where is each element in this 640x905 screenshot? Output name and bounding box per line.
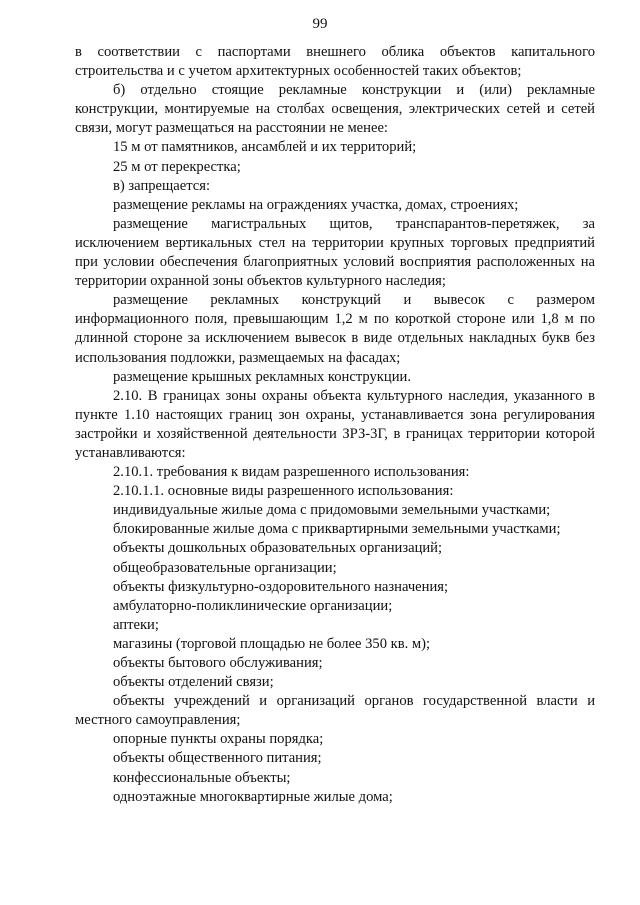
paragraph: размещение магистральных щитов, транспарантов-перетяжек, за исключением вертикальных стел на территории крупных торговых предприятий при условии обеспечения благоприятных условий восприятия расположенных на территории охранной зоны объектов культурного наследия; [75, 215, 595, 290]
paragraph: в) запрещается: [113, 177, 211, 194]
paragraph: амбулаторно-поликлинические организации; [113, 597, 393, 614]
document-body [75, 43, 595, 807]
paragraph: одноэтажные многоквартирные жилые дома; [113, 788, 393, 805]
paragraph: б) отдельно стоящие рекламные конструкции и (или) рекламные конструкции, монтируемые на столбах освещения, электрических сетей и сетей связи, могут размещаться на расстоянии не менее: [75, 82, 595, 137]
paragraph: в соответствии с паспортами внешнего облика объектов капитального строительства и с учетом архитектурных особенностей таких объектов; [75, 44, 595, 80]
paragraph: 2.10.1.1. основные виды разрешенного использования: [113, 483, 454, 500]
paragraph: размещение рекламы на ограждениях участка, домах, строениях; [113, 196, 519, 213]
paragraph: 2.10. В границах зоны охраны объекта культурного наследия, указанного в пункте 1.10 настоящих границ зон охраны, устанавливается зона регулирования застройки и хозяйственной деятельности ЗРЗ-3Г, в границах территории которой устанавливаются: [75, 387, 595, 461]
paragraph: индивидуальные жилые дома с придомовыми земельными участками; [113, 502, 551, 519]
paragraph: размещение крышных рекламных конструкции. [113, 368, 411, 385]
paragraph: объекты дошкольных образовательных организаций; [113, 540, 443, 557]
paragraph: размещение рекламных конструкций и вывесок с размером информационного поля, превышающим 1,2 м по короткой стороне или 1,8 м по длинной стороне за исключением вывесок в виде отдельных накладных букв без использования подложки, размещаемых на фасадах; [75, 292, 595, 366]
paragraph: аптеки; [113, 616, 159, 633]
paragraph: объекты отделений связи; [113, 674, 274, 691]
paragraph: объекты физкультурно-оздоровительного назначения; [113, 578, 449, 595]
page-number: 99 [312, 16, 328, 32]
paragraph: 2.10.1. требования к видам разрешенного использования: [113, 464, 470, 481]
paragraph: объекты общественного питания; [113, 750, 322, 767]
paragraph: общеобразовательные организации; [113, 559, 337, 576]
paragraph: опорные пункты охраны порядка; [113, 731, 324, 748]
paragraph: магазины (торговой площадью не более 350 кв. м); [113, 635, 431, 652]
paragraph: конфессиональные объекты; [113, 769, 291, 786]
paragraph: блокированные жилые дома с приквартирными земельными участками; [113, 521, 561, 538]
paragraph: 15 м от памятников, ансамблей и их территорий; [113, 139, 417, 156]
paragraph: объекты бытового обслуживания; [113, 655, 323, 671]
paragraph: объекты учреждений и организаций органов государственной власти и местного самоуправления; [75, 693, 595, 729]
paragraph: 25 м от перекрестка; [113, 158, 241, 175]
